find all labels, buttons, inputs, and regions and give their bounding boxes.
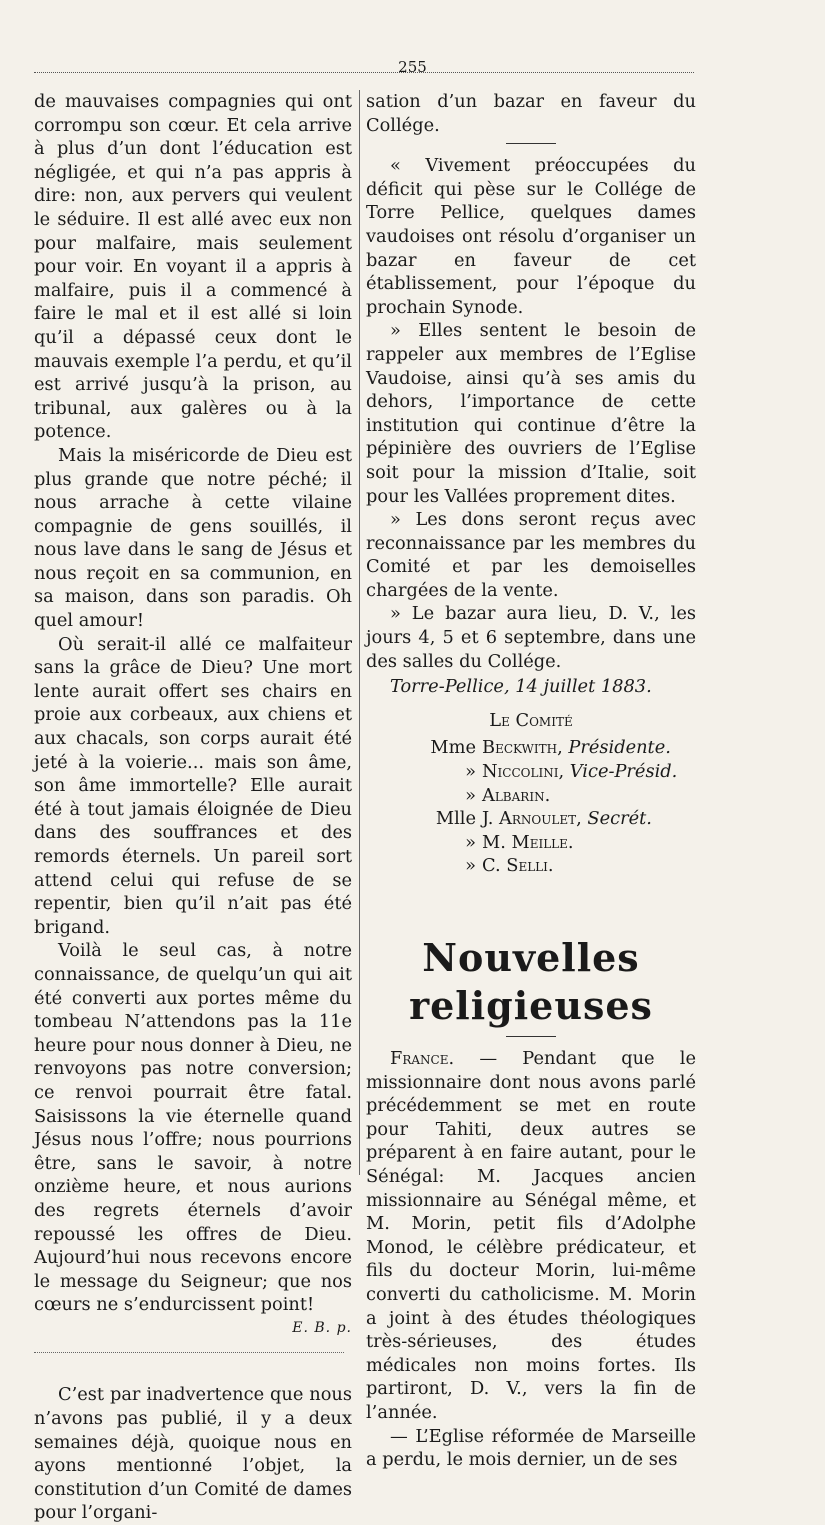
author-signature: E. B. p. bbox=[292, 1319, 352, 1336]
quoted-paragraph: » Elles sentent le besoin de rappeler aux membres de l’Eglise Vaudoise, ainsi qu’à ses amis du dehors, l’importance de cette institution qui continue d’être la pépinière des ouvriers de l’Eglise soit pour la mission d’Italie, soit pour les Vallées proprement dites. bbox=[366, 320, 696, 507]
news-country: France. bbox=[390, 1048, 455, 1069]
committee-member: » Albarin. bbox=[465, 784, 551, 806]
paragraph: Voilà le seul cas, à notre connaissance, de quelqu’un qui ait été converti aux portes même du tombeau N’attendons pas la 11e heure pour nous donner à Dieu, ne renvoyons pas notre conversion; ce renvoi pourrait être fatal. Saisissons la vie éternelle quand Jésus nous l’offre; nous pourrions être, sans le savoir, à notre onzième heure, et nous aurions des regrets éternels d’avoir repoussé les offres de Dieu. Aujourd’hui nous recevons encore le message du Seigneur; que nos cœurs ne s’endurcissent point! bbox=[34, 940, 352, 1316]
committee-member: » M. Meille. bbox=[465, 831, 574, 853]
right-column bbox=[366, 90, 696, 1472]
section-heading: Nouvelles religieuses bbox=[409, 935, 653, 1028]
page-number: 255 bbox=[398, 58, 427, 76]
news-paragraph: France. — Pendant que le missionnaire dont nous avons parlé précédemment se met en route pour Tahiti, deux autres se préparent à en faire autant, pour le Sénégal: M. Jacques ancien missionnaire au Sénégal même, et M. Morin, petit fils d’Adolphe Monod, le célèbre prédicateur, et fils du docteur Morin, lui-même converti du catholicisme. M. Morin a joint à des études théologiques très-sérieuses, des études médicales non moins fortes. Ils partiront, D. V., vers la fin de l’année. bbox=[366, 1048, 696, 1423]
committee-title: Le Comité bbox=[489, 709, 573, 731]
committee-member: Mlle J. Arnoulet, Secrét. bbox=[435, 808, 652, 830]
committee-member: Mme Beckwith, Présidente. bbox=[430, 737, 671, 759]
committee-member: » Niccolini, Vice-Présid. bbox=[465, 761, 678, 783]
dateline: Torre-Pellice, 14 juillet 1883. bbox=[390, 676, 652, 698]
header-rule bbox=[34, 72, 694, 73]
news-paragraph: — L’Eglise réformée de Marseille a perdu, le mois dernier, un de ses bbox=[366, 1425, 696, 1471]
paragraph: sation d’un bazar en faveur du Collége. bbox=[366, 91, 696, 136]
committee-member: » C. Selli. bbox=[465, 855, 554, 877]
paragraph: Mais la miséricorde de Dieu est plus grande que notre péché; il nous arrache à cette vilaine compagnie de gens souillés, il nous lave dans le sang de Jésus et nous reçoit en sa communion, en sa maison, dans son paradis. Oh quel amour! bbox=[34, 444, 352, 632]
paragraph: Où serait-il allé ce malfaiteur sans la grâce de Dieu? Une mort lente aurait offert ses chairs en proie aux corbeaux, aux chiens et aux chacals, son corps aurait été jeté à la voierie... mais son âme, son âme immortelle? Elle aurait été à tout jamais éloignée de Dieu dans des souffrances et des remords éternels. Un pareil sort attend celui qui refuse de se repentir, bien qu’il n’ait pas été brigand. bbox=[34, 633, 352, 938]
quoted-paragraph: » Les dons seront reçus avec reconnaissance par les membres du Comité et par les demoiselles chargées de la vente. bbox=[366, 509, 696, 601]
left-column bbox=[34, 90, 352, 1525]
short-divider bbox=[506, 1036, 556, 1037]
short-divider bbox=[506, 143, 556, 144]
quoted-paragraph: « Vivement préoccupées du déficit qui pèse sur le Collége de Torre Pellice, quelques dames vaudoises ont résolu d’organiser un bazar en faveur de cet établissement, pour l’époque du prochain Synode. bbox=[366, 155, 696, 318]
committee-list bbox=[366, 736, 696, 878]
column-divider bbox=[359, 90, 360, 1175]
paragraph: C’est par inadvertence que nous n’avons pas publié, il y a deux semaines déjà, quoique nous en ayons mentionné l’objet, la constitution d’un Comité de dames pour l’organi- bbox=[34, 1384, 352, 1524]
paragraph: de mauvaises compagnies qui ont corrompu son cœur. Et cela arrive à plus d’un dont l’éducation est négligée, et qui n’a pas appris à dire: non, aux pervers qui veulent le séduire. Il est allé avec eux non pour malfaire, mais seulement pour voir. En voyant il a appris à malfaire, puis il a commencé à faire le mal et il est allé si loin qu’il a dépassé ceux dont le mauvais exemple l’a perdu, et qu’il est arrivé jusqu’à la prison, au tribunal, aux galères ou à la potence. bbox=[34, 91, 352, 443]
quoted-paragraph: » Le bazar aura lieu, D. V., les jours 4, 5 et 6 septembre, dans une des salles du Collége. bbox=[366, 603, 696, 672]
article-divider bbox=[34, 1352, 344, 1353]
